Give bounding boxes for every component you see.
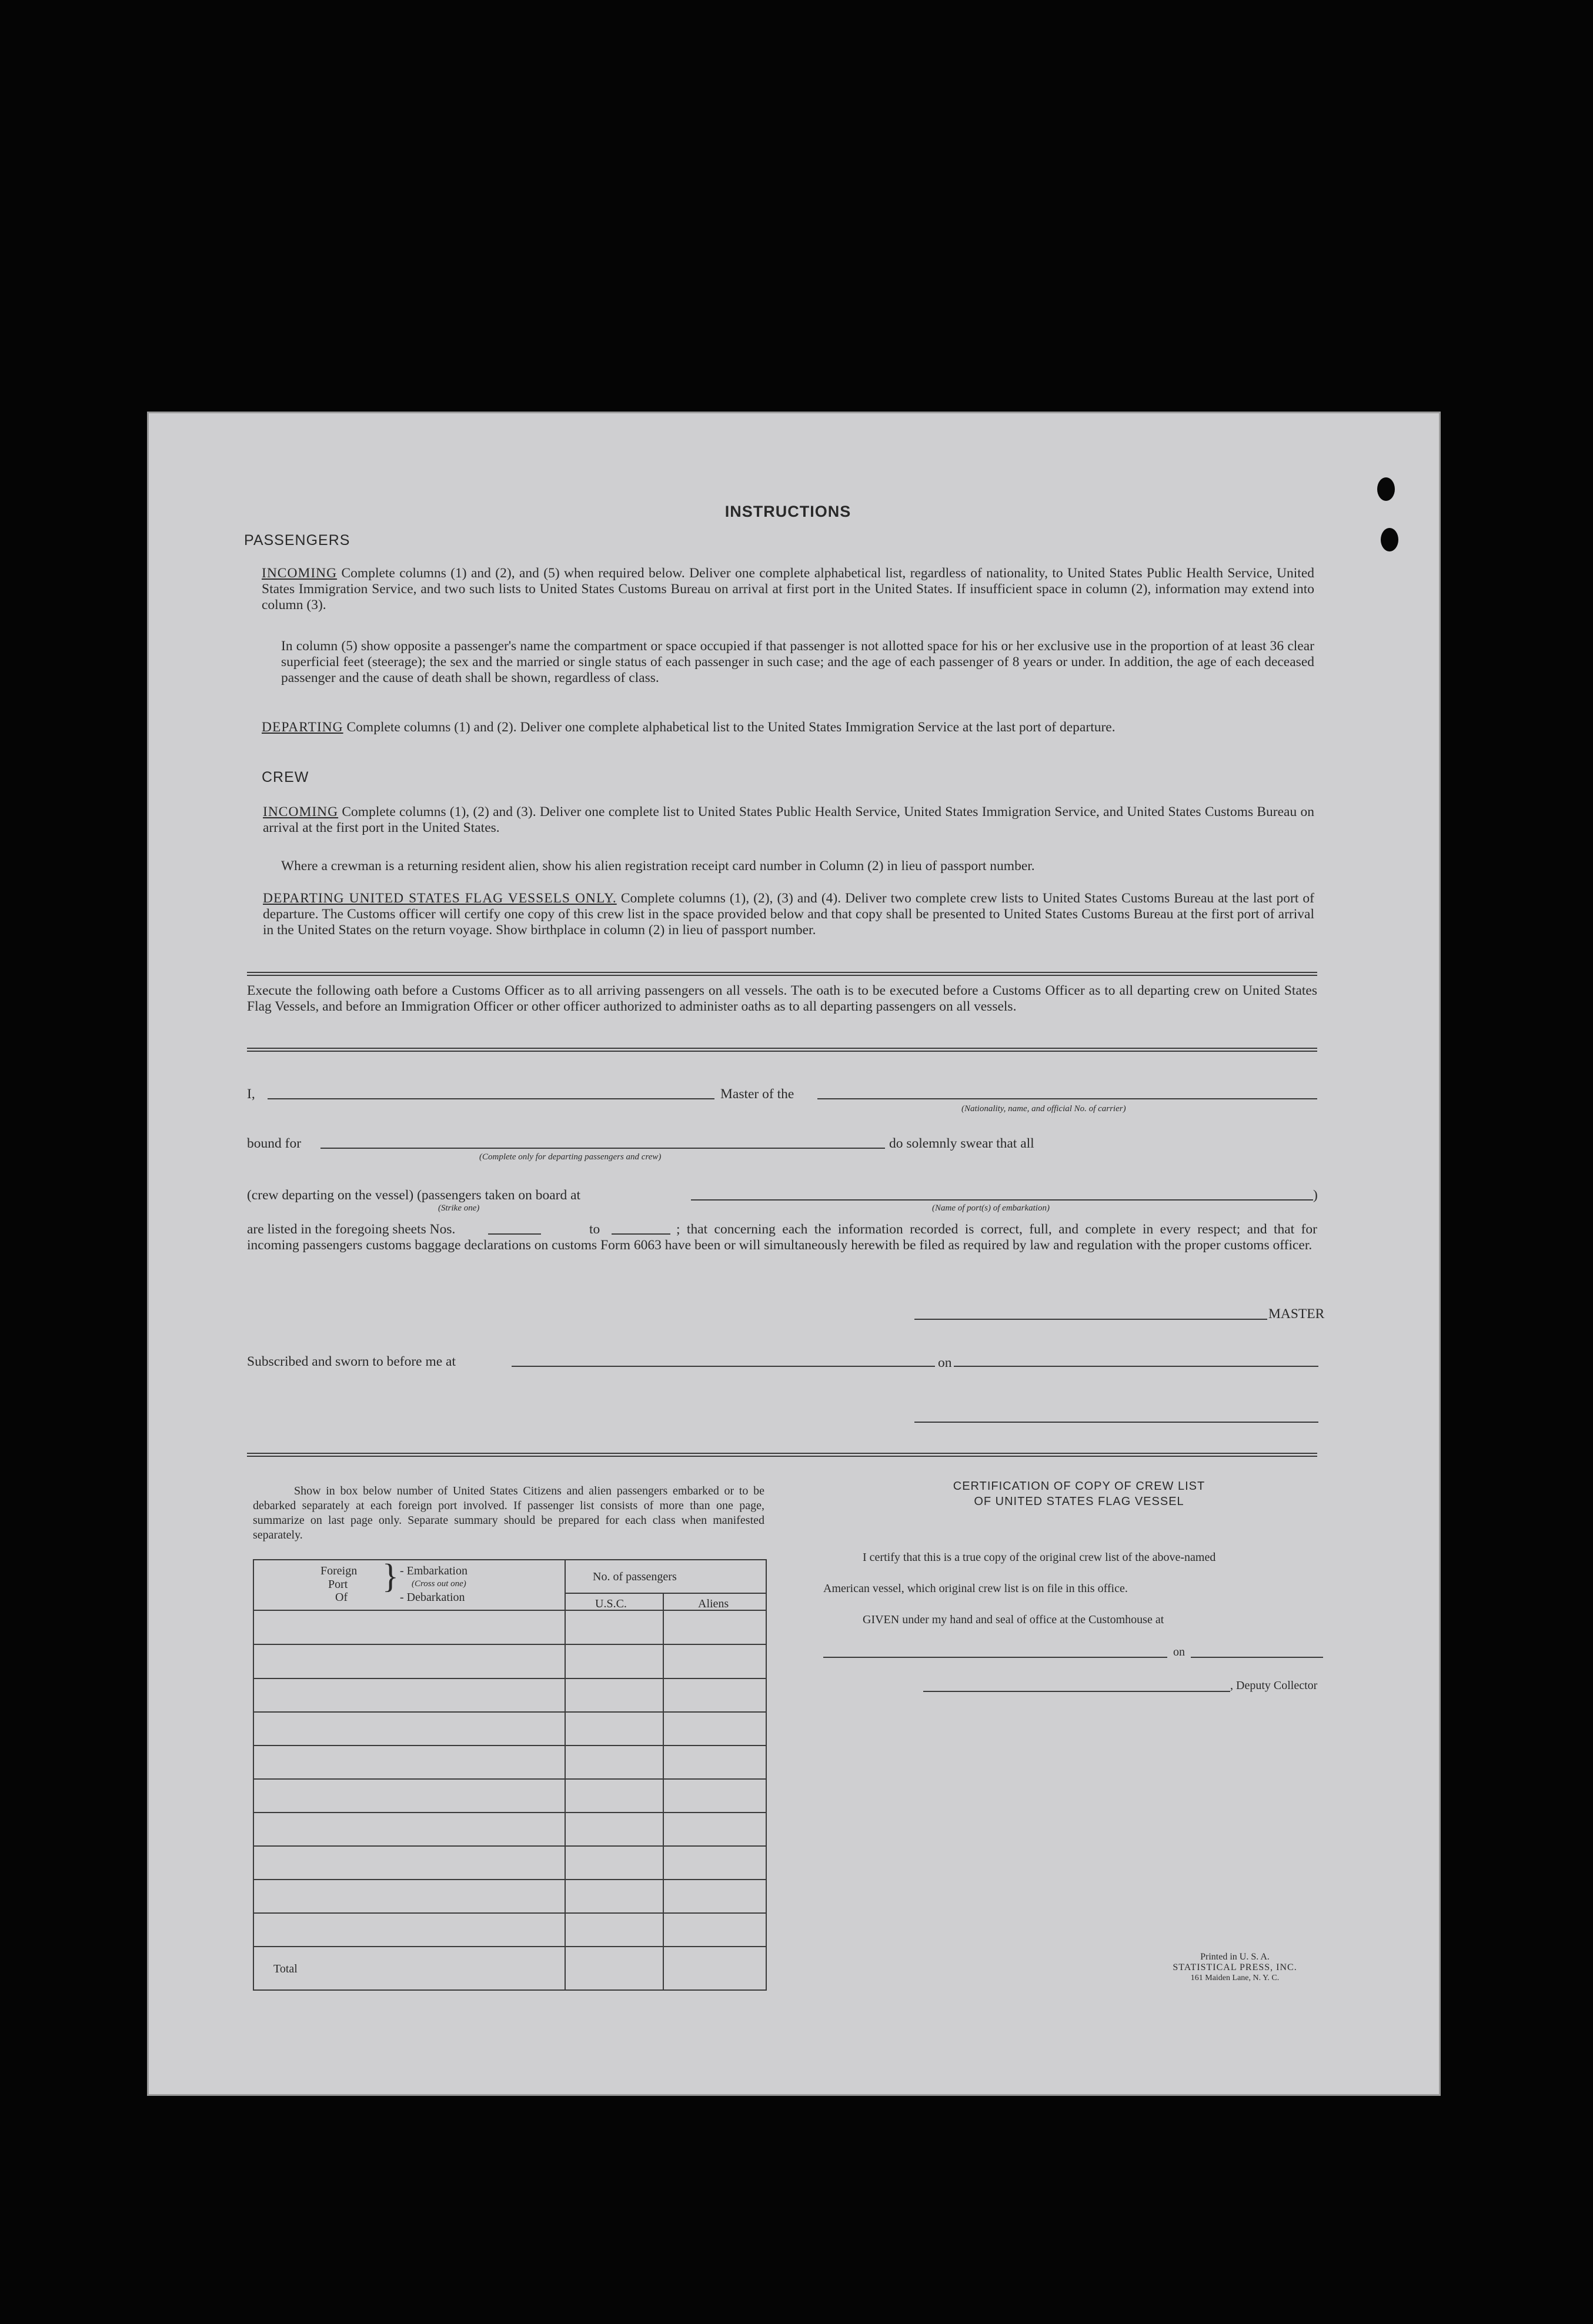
- printer-line1: Printed in U. S. A.: [1200, 1952, 1270, 1962]
- passengers-departing-label: DEPARTING: [262, 720, 343, 735]
- table-row: [253, 1745, 766, 1746]
- deputy-collector-field[interactable]: [923, 1691, 1230, 1692]
- table-brace: }: [382, 1557, 399, 1595]
- form-page: [147, 412, 1441, 2096]
- master-label: MASTER: [1268, 1306, 1325, 1322]
- passengers-heading: PASSENGERS: [244, 532, 350, 549]
- table-row: [253, 1912, 766, 1914]
- crew-resident-alien: Where a crewman is a returning resident alien, show his alien registration receipt card number in Column (2) in lieu of passport number.: [281, 858, 1035, 874]
- table-of: Of: [335, 1591, 348, 1604]
- punch-hole-top: [1377, 477, 1395, 501]
- table-row: [253, 1644, 766, 1645]
- passenger-summary-table: [253, 1559, 767, 1991]
- oath-subscribed: Subscribed and sworn to before me at: [247, 1354, 456, 1369]
- certification-certify: I certify that this is a true copy of the original crew list of the above-named: [863, 1551, 1216, 1564]
- page-title: INSTRUCTIONS: [724, 503, 851, 520]
- oath-intro: Execute the following oath before a Customs Officer as to all arriving passengers on all vessels. The oath is to be executed before a Customs Officer as to all departing crew on United States Flag Vessels, and before an Immigration Officer or other officer authorized to administer oaths as to all departing passengers on all vessels.: [247, 983, 1317, 1014]
- crew-departing-text: Complete columns (1), (2), (3) and (4). Deliver two complete crew lists to United States Customs Bureau at the last port of departure. The Customs officer will certify one copy of this crew list in the space provided below and that copy shall be presented to United States Customs Bureau at the first port of arrival in the United States on the return voyage. Show birthplace in column (2) in lieu of passport number.: [263, 891, 1314, 938]
- divider-3: [247, 1453, 1317, 1454]
- sworn-place-field[interactable]: [512, 1366, 935, 1367]
- passengers-departing-text: Complete columns (1) and (2). Deliver one complete alphabetical list to the United States Immigration Service at the last port of departure.: [346, 720, 1116, 735]
- crew-heading: CREW: [262, 769, 309, 785]
- carrier-field[interactable]: [817, 1098, 1317, 1099]
- bound-for-field[interactable]: [320, 1148, 885, 1149]
- officer-signature-field[interactable]: [914, 1422, 1318, 1423]
- master-name-field[interactable]: [268, 1098, 714, 1099]
- table-row: [253, 1812, 766, 1813]
- certification-title-line1: CERTIFICATION OF COPY OF CREW LIST: [953, 1480, 1205, 1493]
- divider-2: [247, 1048, 1317, 1049]
- divider-2b: [247, 1051, 1317, 1052]
- table-subheader-line: [565, 1593, 766, 1594]
- oath-sheets-pre: are listed in the foregoing sheets Nos.: [247, 1222, 456, 1237]
- certification-title: [853, 1479, 1305, 1509]
- table-row: [253, 1778, 766, 1780]
- oath-i-label: I,: [247, 1086, 255, 1102]
- oath-close-paren: ): [1313, 1188, 1318, 1203]
- certification-title-line2: OF UNITED STATES FLAG VESSEL: [974, 1495, 1184, 1508]
- oath-on-label: on: [938, 1355, 952, 1370]
- table-total: Total: [273, 1962, 298, 1975]
- table-row: [253, 1845, 766, 1847]
- table-row: [253, 1711, 766, 1713]
- oath-master-of-the: Master of the: [720, 1086, 794, 1102]
- table-cross-out: (Cross out one): [412, 1579, 466, 1589]
- table-row: [253, 1879, 766, 1880]
- table-aliens: Aliens: [698, 1597, 729, 1610]
- crew-incoming: [263, 804, 1314, 836]
- sworn-date-field[interactable]: [954, 1366, 1318, 1367]
- table-row: [253, 1946, 766, 1947]
- summary-instructions: Show in box below number of United States Citizens and alien passengers embarked or to be debarked separately at each foreign port involved. If passenger list consists of more than one page, summarize on last page only. Separate summary should be prepared for each class when manifested separately.: [253, 1484, 764, 1541]
- crew-incoming-text: Complete columns (1), (2) and (3). Deliver one complete list to United States Public Health Service, United States Immigration Service, and United States Customs Bureau on arrival at the first port in the United States.: [263, 804, 1314, 835]
- table-col-divider-2: [663, 1594, 664, 1991]
- certification-on-label: on: [1173, 1646, 1185, 1658]
- crew-departing-label: DEPARTING UNITED STATES FLAG VESSELS ONLY.: [263, 891, 617, 906]
- oath-sheets-to: to: [589, 1222, 600, 1237]
- certification-given: GIVEN under my hand and seal of office at the Customhouse at: [863, 1613, 1164, 1626]
- divider-1: [247, 972, 1317, 973]
- oath-bound-for: bound for: [247, 1136, 302, 1151]
- divider-1b: [247, 975, 1317, 976]
- crew-incoming-label: INCOMING: [263, 804, 339, 820]
- customhouse-field[interactable]: [823, 1657, 1167, 1658]
- nationality-caption: (Nationality, name, and official No. of carrier): [961, 1104, 1126, 1113]
- printer-line3: 161 Maiden Lane, N. Y. C.: [1190, 1974, 1280, 1982]
- table-usc: U.S.C.: [595, 1597, 627, 1610]
- oath-crew-departing: (crew departing on the vessel) (passengers taken on board at: [247, 1188, 581, 1203]
- oath-sheets-rest: ; that concerning each the information recorded is correct, full, and complete in every respect; and that for incoming passengers customs baggage declarations on customs Form 6063 have been or will simultaneously herewith be filed as required by law and regulation with the proper customs officer.: [247, 1222, 1317, 1253]
- oath-swear: do solemnly swear that all: [889, 1136, 1034, 1151]
- strike-caption: (Strike one): [438, 1203, 480, 1213]
- printer-imprint: [1158, 1952, 1311, 1984]
- certification-deputy: , Deputy Collector: [1230, 1679, 1318, 1692]
- passengers-departing: [262, 720, 1314, 735]
- certification-american-vessel: American vessel, which original crew list is on file in this office.: [823, 1582, 1128, 1595]
- certification-date-field[interactable]: [1191, 1657, 1323, 1658]
- passengers-column5: In column (5) show opposite a passenger's name the compartment or space occupied if that passenger is not allotted space for his or her exclusive use in the proportion of at least 36 clear superficial feet (steerage); the sex and the married or single status of each passenger in such case; and the age of each passenger of 8 years or under. In addition, the age of each deceased passenger and the cause of death shall be shown, regardless of class.: [281, 638, 1314, 686]
- table-no-passengers: No. of passengers: [593, 1570, 677, 1583]
- table-embarkation: - Embarkation: [400, 1564, 467, 1577]
- table-row: [253, 1678, 766, 1679]
- port-caption: (Name of port(s) of embarkation): [932, 1203, 1050, 1213]
- table-debarkation: - Debarkation: [400, 1591, 465, 1604]
- table-port: Port: [328, 1578, 348, 1591]
- master-signature-field[interactable]: [914, 1319, 1267, 1320]
- passengers-incoming-text: Complete columns (1) and (2), and (5) when required below. Deliver one complete alphabetical list, regardless of nationality, to United States Public Health Service, United States Immigration Service, and two such lists to United States Customs Bureau on arrival at first port in the United States. If insufficient space in column (2), information may extend into column (3).: [262, 566, 1314, 613]
- table-foreign: Foreign: [320, 1564, 358, 1577]
- crew-departing: [263, 891, 1314, 938]
- passengers-incoming-label: INCOMING: [262, 566, 338, 581]
- bound-caption: (Complete only for departing passengers and crew): [479, 1152, 662, 1162]
- printer-line2: STATISTICAL PRESS, INC.: [1173, 1962, 1297, 1972]
- divider-3b: [247, 1456, 1317, 1457]
- passengers-incoming: [262, 566, 1314, 613]
- table-header-line: [253, 1610, 766, 1611]
- embarkation-port-field[interactable]: [691, 1199, 1313, 1201]
- table-col-divider-1: [565, 1559, 566, 1991]
- punch-hole-bottom: [1381, 528, 1398, 551]
